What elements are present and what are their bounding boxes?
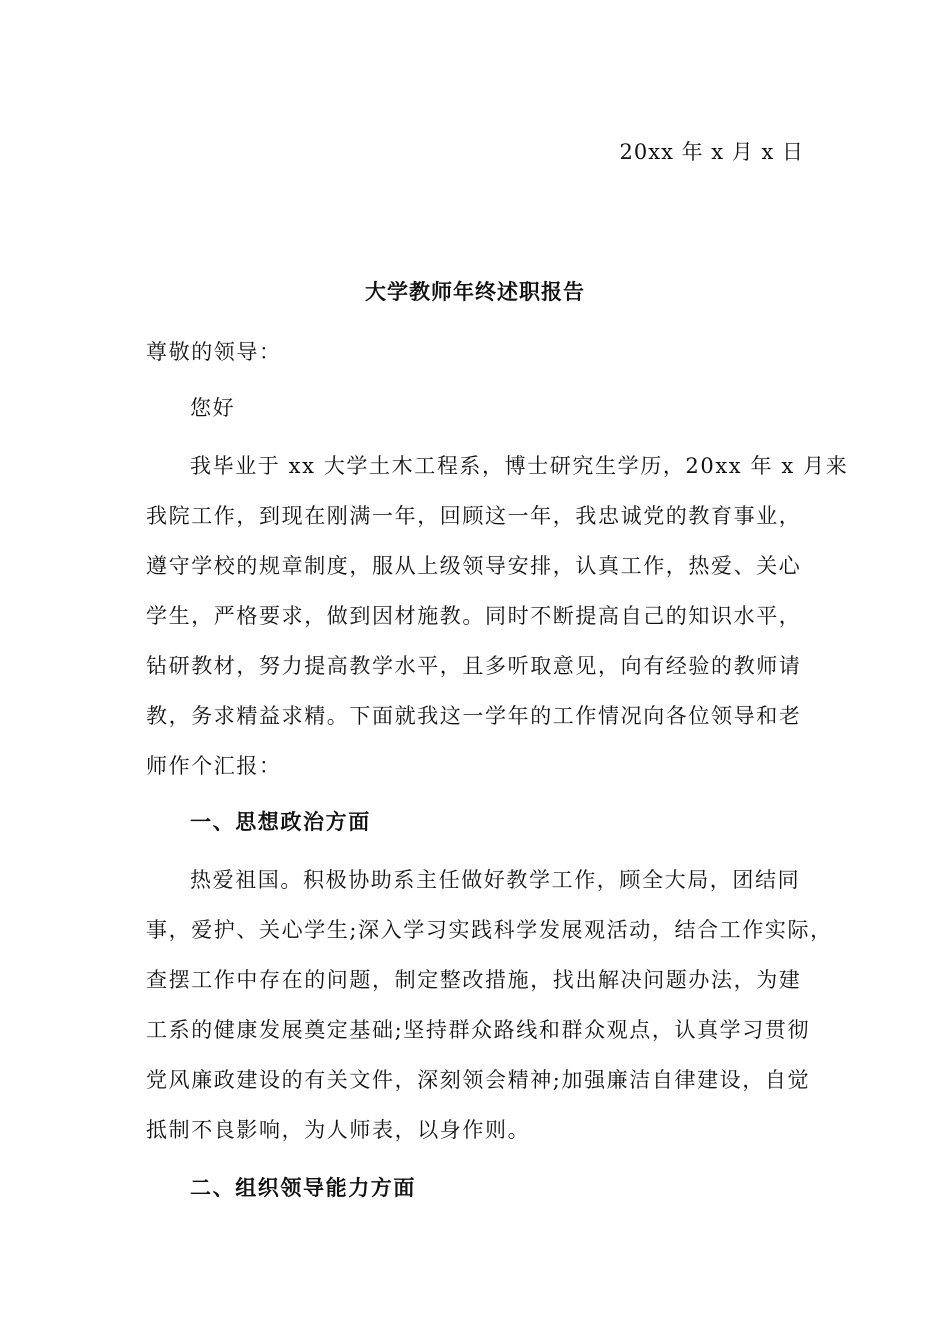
intro-line: 遵守学校的规章制度，服从上级领导安排，认真工作，热爱、关心 bbox=[146, 554, 802, 578]
intro-line: 教，务求精益求精。下面就我这一学年的工作情况向各位领导和老 bbox=[146, 704, 802, 728]
intro-line: 师作个汇报： bbox=[146, 754, 282, 778]
section-heading-political: 一、思想政治方面 bbox=[190, 809, 371, 834]
intro-line: 我院工作，到现在刚满一年，回顾这一年，我忠诚党的教育事业， bbox=[146, 504, 802, 528]
intro-line: 钻研教材，努力提高教学水平，且多听取意见，向有经验的教师请 bbox=[146, 654, 802, 678]
document-date: 20xx 年 x 月 x 日 bbox=[619, 140, 804, 164]
section1-line: 事，爱护、关心学生;深入学习实践科学发展观活动，结合工作实际， bbox=[146, 918, 833, 942]
section-heading-leadership: 二、组织领导能力方面 bbox=[190, 1175, 416, 1200]
intro-line: 学生，严格要求，做到因材施教。同时不断提高自己的知识水平， bbox=[146, 604, 802, 628]
section1-line: 查摆工作中存在的问题，制定整改措施，找出解决问题办法，为建 bbox=[146, 968, 802, 992]
greeting: 您好 bbox=[190, 396, 236, 420]
section1-line: 党风廉政建设的有关文件，深刻领会精神;加强廉洁自律建设，自觉 bbox=[146, 1068, 811, 1092]
section1-line: 热爱祖国。积极协助系主任做好教学工作，顾全大局，团结同 bbox=[190, 868, 801, 892]
section1-line: 工系的健康发展奠定基础;坚持群众路线和群众观点，认真学习贯彻 bbox=[146, 1018, 811, 1042]
intro-line: 我毕业于 xx 大学土木工程系，博士研究生学历，20xx 年 x 月来 bbox=[190, 454, 849, 478]
document-title: 大学教师年终述职报告 bbox=[365, 279, 585, 304]
section1-line: 抵制不良影响，为人师表，以身作则。 bbox=[146, 1118, 531, 1142]
salutation: 尊敬的领导： bbox=[146, 340, 282, 364]
